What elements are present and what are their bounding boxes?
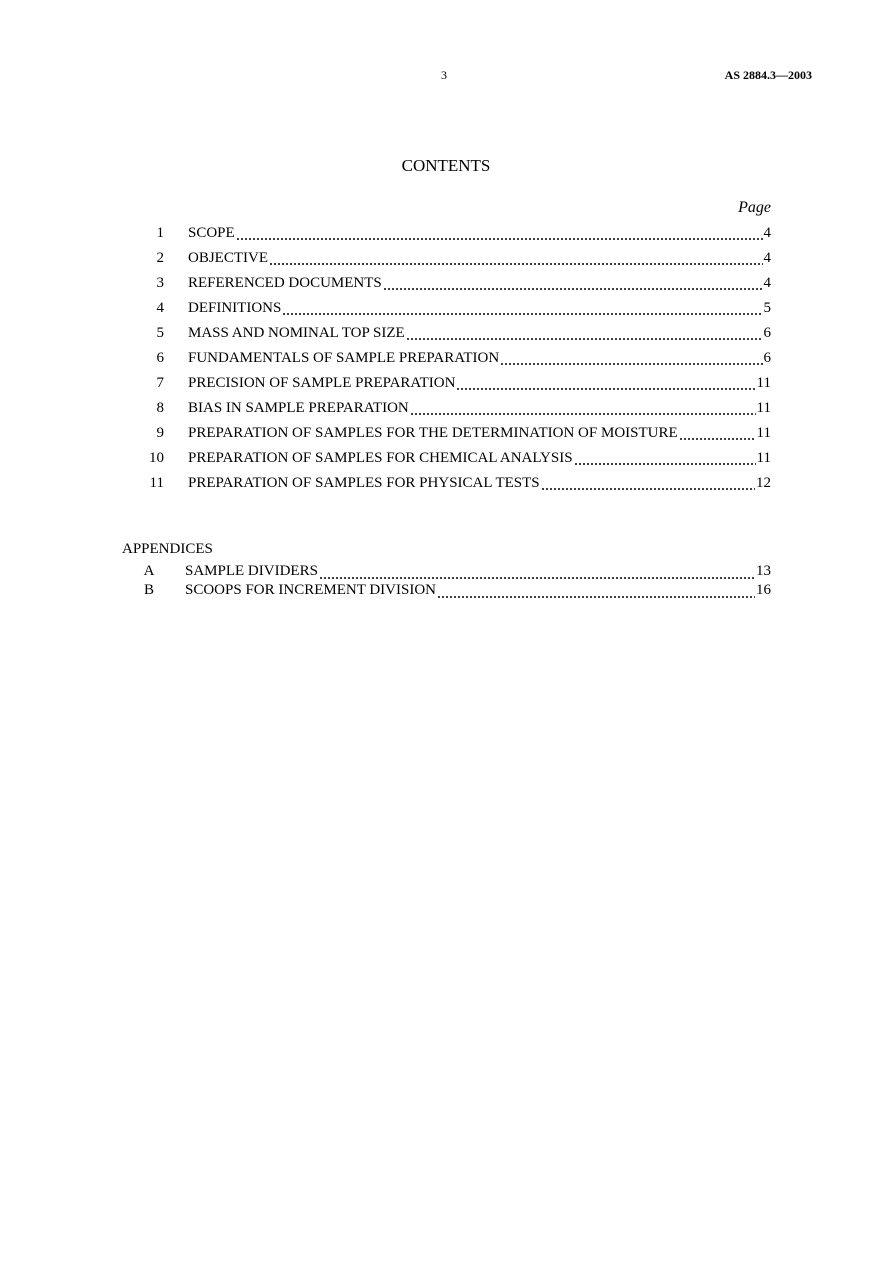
toc-page: 5 <box>763 300 771 316</box>
toc-number: 11 <box>149 475 164 491</box>
dot-leader <box>679 422 756 444</box>
appendix-letter: B <box>143 582 154 598</box>
toc-page: 6 <box>763 325 771 341</box>
toc-number: 4 <box>156 300 164 316</box>
toc-row <box>0 397 892 419</box>
toc-row <box>0 322 892 344</box>
toc-number: 6 <box>156 350 164 366</box>
toc-entry <box>188 447 771 469</box>
dot-leader <box>282 297 762 319</box>
page-column-heading: Page <box>738 199 771 216</box>
toc-page: 11 <box>756 425 771 441</box>
dot-leader <box>383 272 763 294</box>
toc-row <box>0 297 892 319</box>
contents-title: CONTENTS <box>401 156 491 175</box>
toc-number: 7 <box>156 375 164 391</box>
toc-title: REFERENCED DOCUMENTS <box>188 275 382 291</box>
dot-leader <box>500 347 762 369</box>
toc-row <box>0 372 892 394</box>
toc-title: BIAS IN SAMPLE PREPARATION <box>188 400 409 416</box>
toc-entry <box>188 297 771 319</box>
toc-row <box>0 472 892 494</box>
toc-entry <box>188 372 771 394</box>
toc-number: 1 <box>156 225 164 241</box>
toc-entry <box>188 322 771 344</box>
appendix-entry <box>185 580 771 600</box>
toc-title: MASS AND NOMINAL TOP SIZE <box>188 325 405 341</box>
toc-page: 12 <box>756 475 771 491</box>
appendices-heading: APPENDICES <box>122 541 213 557</box>
appendix-title: SCOOPS FOR INCREMENT DIVISION <box>185 582 437 598</box>
toc-number: 10 <box>149 450 164 466</box>
toc-row <box>0 272 892 294</box>
appendix-page: 16 <box>756 582 771 598</box>
toc-title: SCOPE <box>188 225 235 241</box>
toc-number: 9 <box>156 425 164 441</box>
toc-number: 2 <box>156 250 164 266</box>
toc-row <box>0 247 892 269</box>
appendix-row <box>0 580 892 600</box>
appendix-entry <box>185 561 771 581</box>
toc-number: 5 <box>156 325 164 341</box>
toc-page: 4 <box>763 275 771 291</box>
toc-entry <box>188 397 771 419</box>
toc-page: 6 <box>763 350 771 366</box>
toc-page: 11 <box>756 375 771 391</box>
appendix-page: 13 <box>756 563 771 579</box>
appendix-title: SAMPLE DIVIDERS <box>185 563 318 579</box>
toc-entry <box>188 247 771 269</box>
dot-leader <box>269 247 763 269</box>
document-id: AS 2884.3—2003 <box>724 68 812 82</box>
toc-title: PRECISION OF SAMPLE PREPARATION <box>188 375 456 391</box>
page-number: 3 <box>441 68 447 82</box>
toc-entry <box>188 272 771 294</box>
toc-entry <box>188 347 771 369</box>
toc-row <box>0 447 892 469</box>
dot-leader <box>456 372 755 394</box>
toc-title: OBJECTIVE <box>188 250 268 266</box>
toc-title: DEFINITIONS <box>188 300 282 316</box>
dot-leader <box>574 447 756 469</box>
dot-leader <box>236 222 763 244</box>
toc-entry <box>188 472 771 494</box>
dot-leader <box>437 580 755 600</box>
toc-page: 4 <box>763 225 771 241</box>
dot-leader <box>410 397 756 419</box>
toc-page: 11 <box>756 450 771 466</box>
toc-title: FUNDAMENTALS OF SAMPLE PREPARATION <box>188 350 500 366</box>
toc-row <box>0 222 892 244</box>
toc-number: 3 <box>156 275 164 291</box>
toc-row <box>0 422 892 444</box>
appendix-letter: A <box>143 563 155 579</box>
toc-page: 4 <box>763 250 771 266</box>
toc-row <box>0 347 892 369</box>
toc-entry <box>188 422 771 444</box>
appendix-row <box>0 561 892 581</box>
toc-title: PREPARATION OF SAMPLES FOR THE DETERMINATION OF MOISTURE <box>188 425 678 441</box>
toc-number: 8 <box>156 400 164 416</box>
dot-leader <box>406 322 763 344</box>
dot-leader <box>541 472 755 494</box>
dot-leader <box>319 561 755 581</box>
toc-page: 11 <box>756 400 771 416</box>
toc-title: PREPARATION OF SAMPLES FOR CHEMICAL ANALYSIS <box>188 450 573 466</box>
toc-entry <box>188 222 771 244</box>
toc-title: PREPARATION OF SAMPLES FOR PHYSICAL TESTS <box>188 475 540 491</box>
